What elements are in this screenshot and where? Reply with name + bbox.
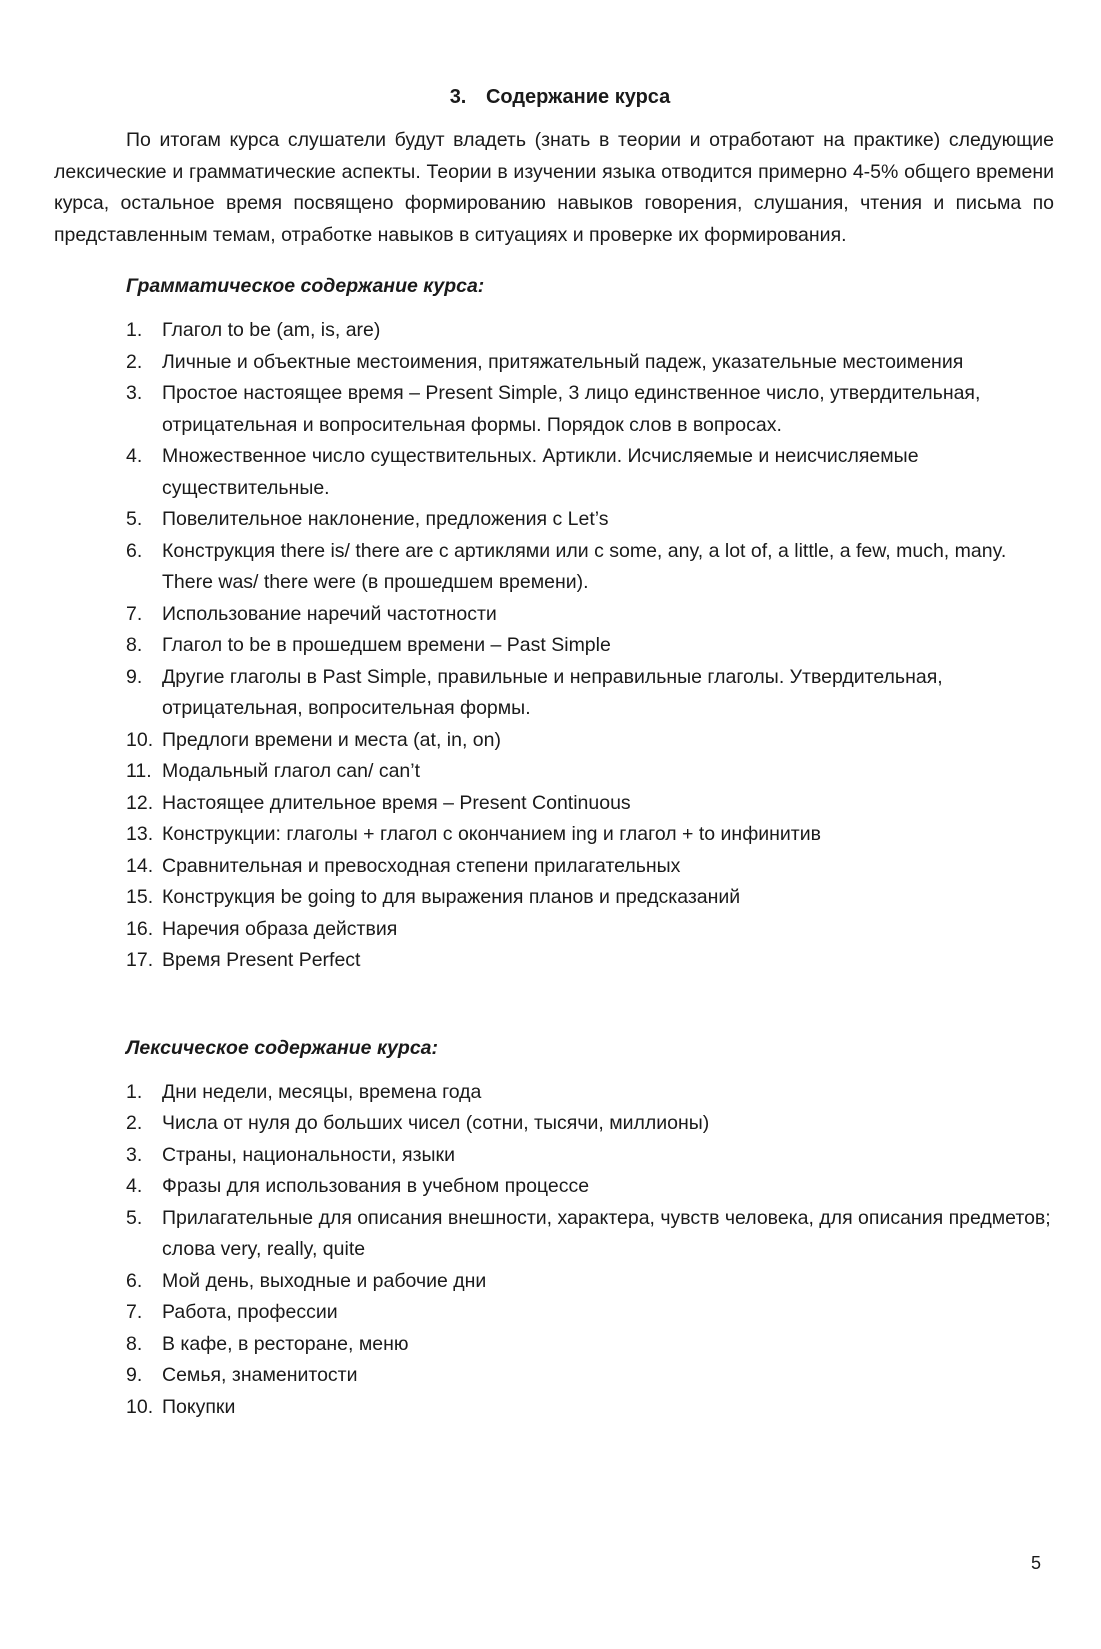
list-item-text: Конструкция be going to для выражения планов и предсказаний — [162, 886, 741, 908]
lexical-list — [126, 1077, 1054, 1424]
list-item — [126, 347, 1054, 379]
list-item — [126, 1392, 1054, 1424]
list-item-text: Настоящее длительное время – Present Continuous — [162, 791, 631, 814]
list-item-number: 14. — [126, 854, 154, 877]
section-heading — [54, 86, 1054, 109]
list-item-text: Семья, знаменитости — [162, 1364, 358, 1386]
grammar-subheading: Грамматическое содержание курса: — [126, 275, 485, 297]
list-item — [126, 1360, 1054, 1392]
list-item-text: Повелительное наклонение, предложения с Let’s — [162, 508, 609, 530]
list-item — [126, 662, 1054, 725]
list-item-text: Числа от нуля до больших чисел (сотни, тысячи, миллионы) — [162, 1112, 710, 1134]
list-item-number: 2. — [126, 1112, 143, 1134]
list-item-text: Множественное число существительных. Артикли. Исчисляемые и неисчисляемые существительные. — [162, 445, 919, 499]
list-item-text: Модальный глагол can/ can’t — [162, 760, 421, 782]
list-item-number: 3. — [126, 382, 143, 404]
list-item-text: Предлоги времени и места (at, in, on) — [162, 728, 501, 751]
list-item — [126, 1171, 1054, 1203]
list-item-number: 9. — [126, 665, 143, 688]
list-item-number: 15. — [126, 886, 154, 908]
list-item-number: 12. — [126, 791, 154, 814]
list-item — [126, 945, 1054, 977]
list-item — [126, 788, 1054, 820]
list-item — [126, 1203, 1054, 1266]
list-item-text: Работа, профессии — [162, 1301, 338, 1323]
list-item — [126, 819, 1054, 851]
list-item — [126, 1266, 1054, 1298]
list-item-number: 8. — [126, 1332, 143, 1355]
list-item-text: Сравнительная и превосходная степени прилагательных — [162, 854, 681, 877]
list-item-text: Страны, национальности, языки — [162, 1143, 455, 1166]
list-item — [126, 441, 1054, 504]
list-item-text: Личные и объектные местоимения, притяжательный падеж, указательные местоимения — [162, 350, 964, 373]
list-item-text: Покупки — [162, 1395, 236, 1418]
list-item-text: Использование наречий частотности — [162, 602, 497, 625]
lexical-subheading: Лексическое содержание курса: — [126, 1036, 438, 1059]
list-item — [126, 378, 1054, 441]
list-item — [126, 1140, 1054, 1172]
section-title: Содержание курса — [485, 86, 671, 108]
list-item-text: Простое настоящее время – Present Simple, 3 лицо единственное число, утвердительная, отрицательная и вопросительная формы. Порядок слов в вопросах. — [162, 382, 981, 436]
list-item — [126, 599, 1054, 631]
list-item-text: Конструкции: глаголы + глагол с окончанием ing и глагол + to инфинитив — [162, 823, 821, 845]
list-item-number: 17. — [126, 949, 154, 971]
list-item — [126, 1077, 1054, 1109]
list-item-text: Время Present Perfect — [162, 949, 361, 971]
section-number: 3. — [449, 86, 467, 108]
list-item-number: 1. — [126, 319, 143, 341]
list-item — [126, 1297, 1054, 1329]
list-item-number: 2. — [126, 350, 143, 373]
list-item — [126, 1108, 1054, 1140]
list-item — [126, 630, 1054, 662]
list-item-text: Глагол to be в прошедшем времени – Past Simple — [162, 634, 611, 656]
list-item-number: 4. — [126, 1175, 143, 1197]
list-item-text: Глагол to be (am, is, are) — [162, 319, 381, 341]
list-item-number: 5. — [126, 1206, 143, 1229]
list-item — [126, 756, 1054, 788]
list-item-text: Дни недели, месяцы, времена года — [162, 1080, 482, 1103]
list-item-number: 8. — [126, 634, 143, 656]
list-item-number: 6. — [126, 539, 143, 562]
list-item — [126, 725, 1054, 757]
list-item-number: 7. — [126, 602, 143, 625]
list-item-number: 7. — [126, 1301, 143, 1323]
list-item-number: 5. — [126, 508, 143, 530]
list-item-number: 4. — [126, 445, 143, 467]
list-item — [126, 504, 1054, 536]
list-item-number: 3. — [126, 1143, 143, 1166]
list-item-number: 1. — [126, 1080, 143, 1103]
page-number: 5 — [1030, 1553, 1041, 1573]
list-item-number: 10. — [126, 728, 154, 751]
list-item-number: 9. — [126, 1364, 143, 1386]
list-item-number: 16. — [126, 917, 154, 940]
list-item-number: 6. — [126, 1269, 143, 1292]
intro-paragraph: По итогам курса слушатели будут владеть (знать в теории и отработают на практике) следующие лексические и грамматические аспекты. Теории в изучении языка отводится примерно 4-5% общего времени курса, остальное время посвящено формированию навыков говорения, слушания, чтения и письма по представленным темам, отработке навыков в ситуациях и проверке их формирования. — [54, 129, 1054, 246]
list-item — [126, 536, 1054, 599]
list-item-text: Прилагательные для описания внешности, характера, чувств человека, для описания предметов; слова very, really, quite — [162, 1206, 1051, 1260]
list-item-text: Фразы для использования в учебном процессе — [162, 1175, 590, 1197]
list-item-number: 11. — [126, 760, 152, 782]
list-item-text: Конструкция there is/ there are с артиклями или с some, any, a lot of, a little, a few, much, many. There was/ there were (в прошедшем времени). — [162, 539, 1007, 593]
list-item — [126, 914, 1054, 946]
list-item — [126, 315, 1054, 347]
list-item — [126, 851, 1054, 883]
list-item — [126, 1329, 1054, 1361]
document-page — [54, 86, 1054, 1423]
list-item — [126, 882, 1054, 914]
list-item-text: Наречия образа действия — [162, 917, 398, 940]
list-item-number: 10. — [126, 1395, 154, 1418]
grammar-list — [126, 315, 1054, 977]
list-item-text: В кафе, в ресторане, меню — [162, 1332, 409, 1355]
list-item-number: 13. — [126, 823, 154, 845]
list-item-text: Мой день, выходные и рабочие дни — [162, 1269, 487, 1292]
list-item-text: Другие глаголы в Past Simple, правильные и неправильные глаголы. Утвердительная, отрицательная, вопросительная формы. — [162, 665, 943, 719]
